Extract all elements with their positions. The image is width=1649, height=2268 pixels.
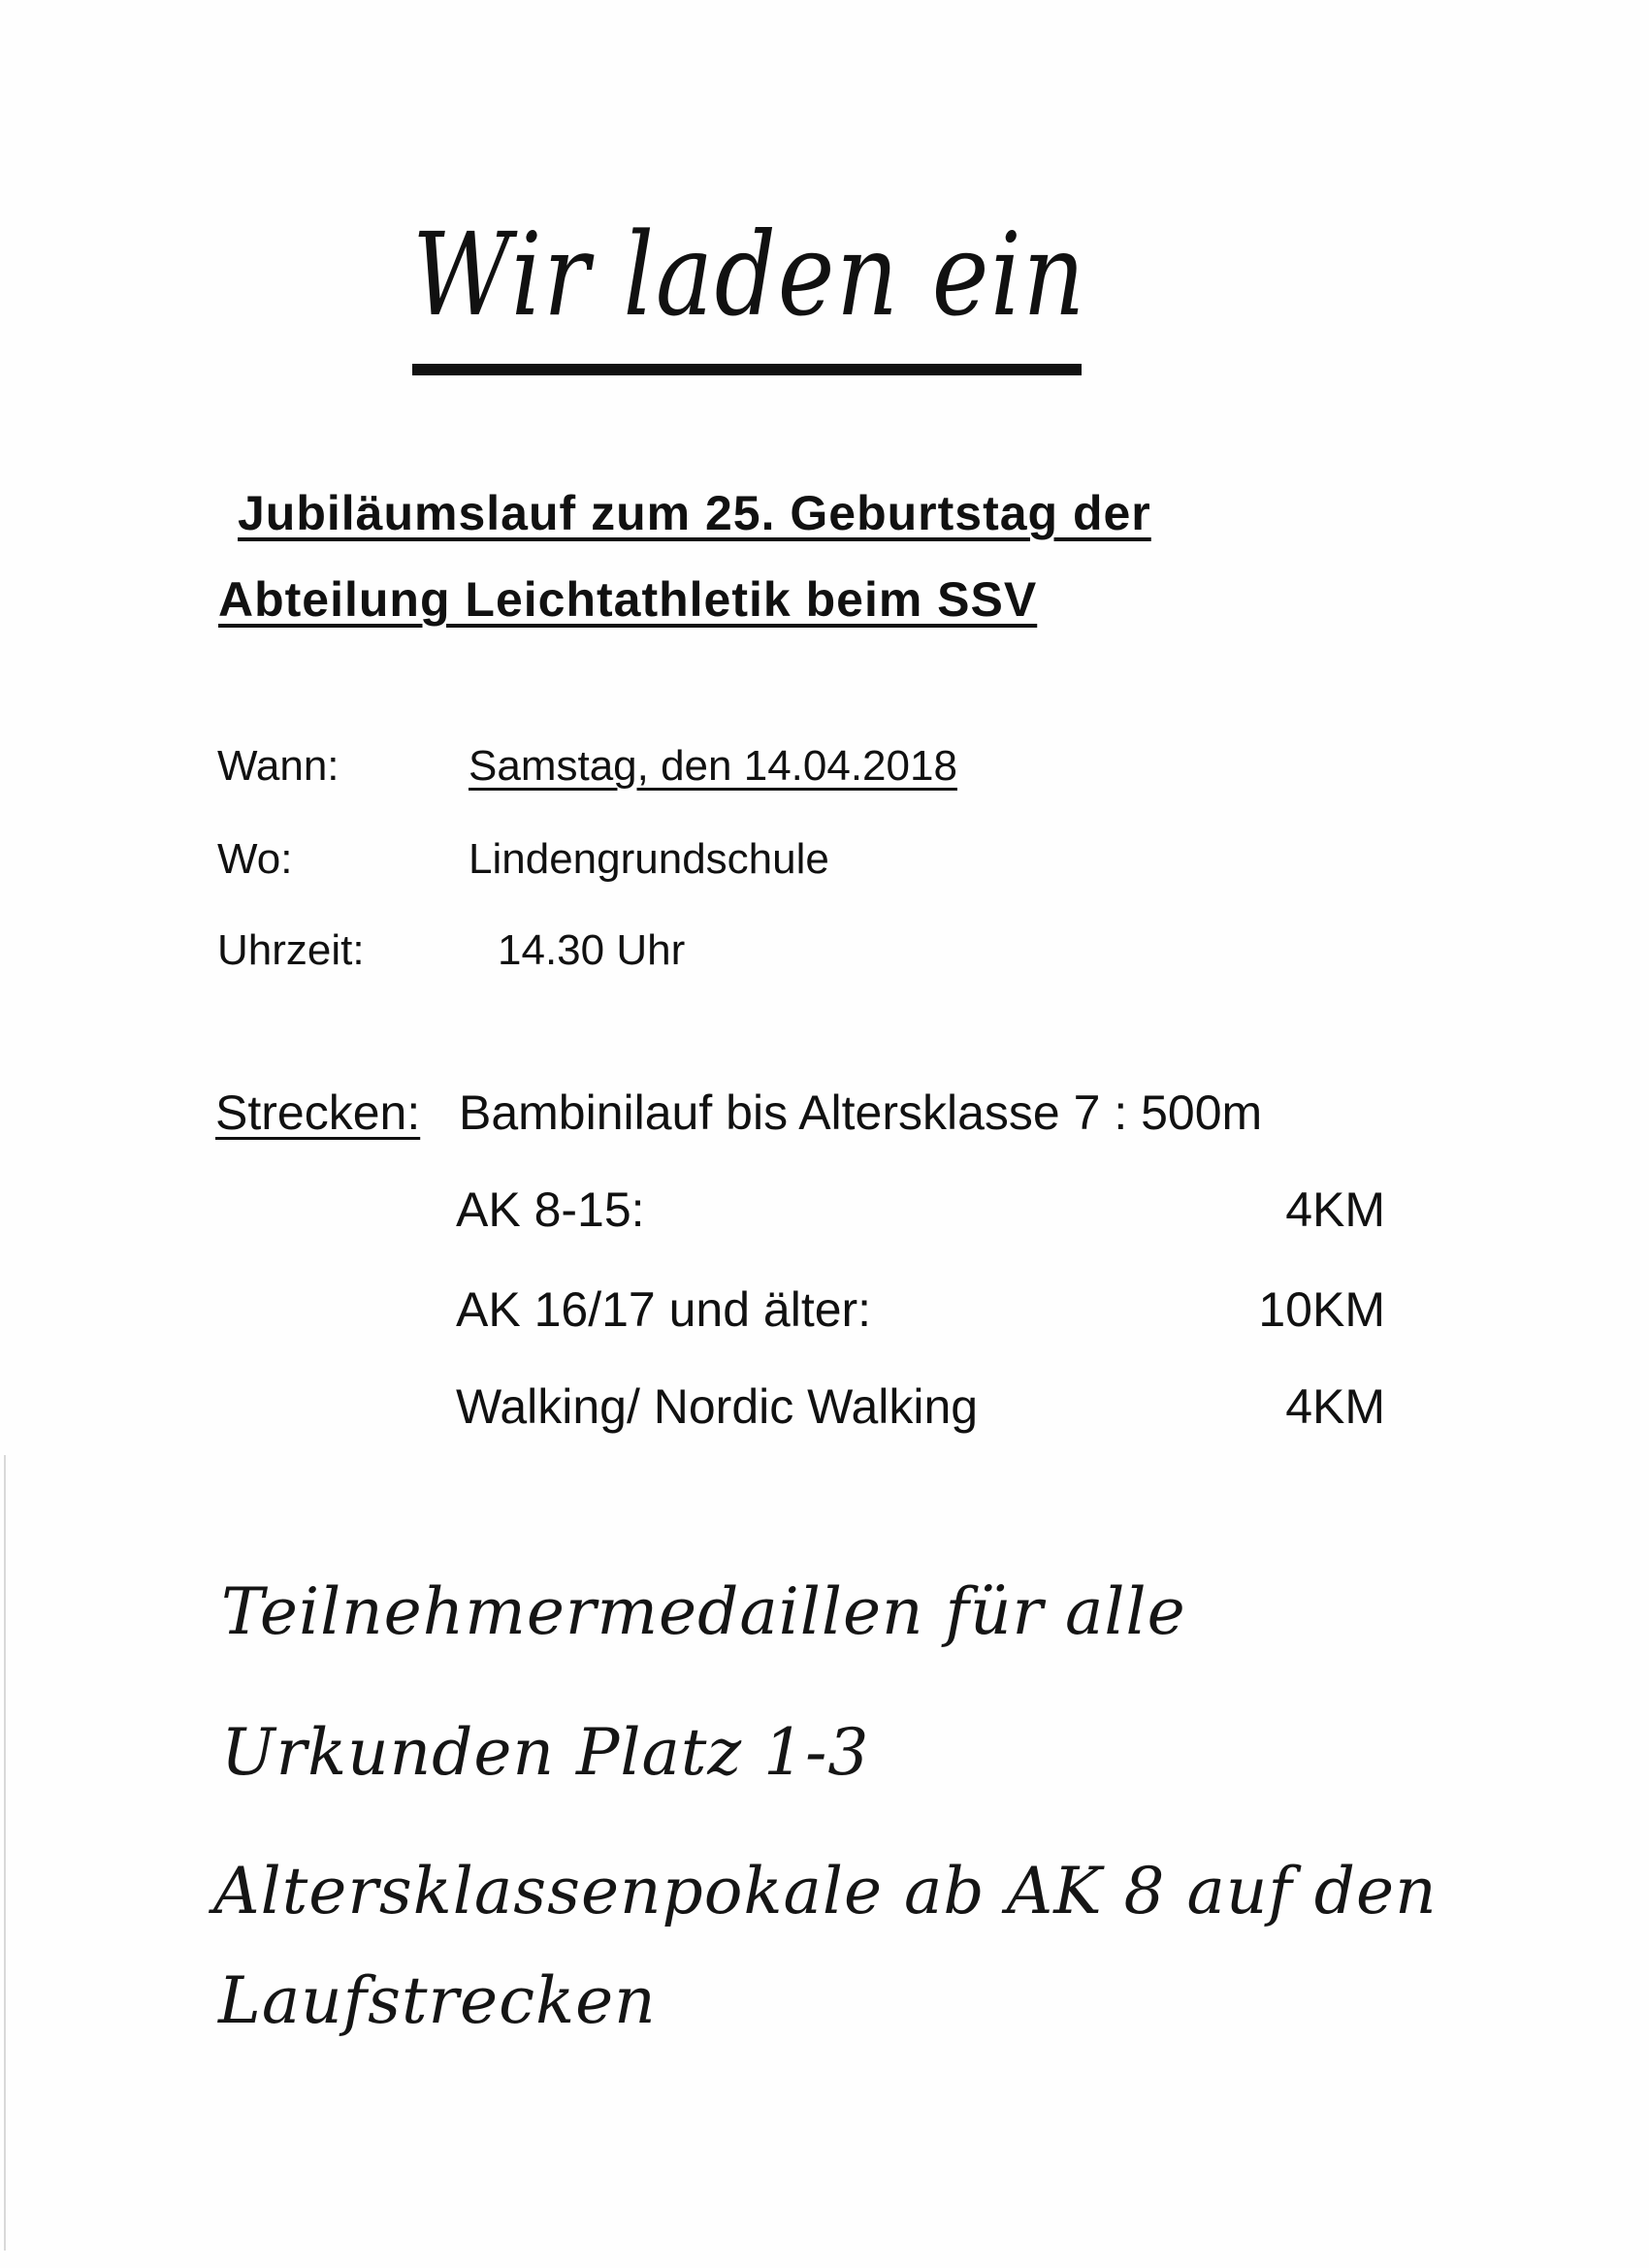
note-medals: Teilnehmermedaillen für alle (221, 1574, 1186, 1649)
wo-value: Lindengrundschule (469, 835, 829, 883)
route-name-ak8-15: AK 8-15: (456, 1183, 645, 1237)
route-distance-ak8-15: 4KM (1285, 1183, 1385, 1237)
scan-edge-line (4, 1455, 6, 2251)
headline: Wir laden ein (412, 208, 1087, 341)
title-line-1: Jubiläumslauf zum 25. Geburtstag der (238, 486, 1151, 540)
uhrzeit-value: 14.30 Uhr (498, 926, 686, 974)
wann-label: Wann: (217, 742, 340, 790)
route-distance-walking: 4KM (1285, 1379, 1385, 1434)
uhrzeit-label: Uhrzeit: (217, 926, 365, 974)
strecken-label: Strecken: (215, 1085, 421, 1140)
note-certificates: Urkunden Platz 1-3 (221, 1715, 870, 1790)
route-distance-ak16-17: 10KM (1258, 1282, 1385, 1337)
note-trophies: Altersklassenpokale ab AK 8 auf den (213, 1854, 1438, 1928)
note-trophies-continued: Laufstrecken (218, 1963, 657, 2038)
route-name-walking: Walking/ Nordic Walking (456, 1379, 979, 1434)
title-line-2: Abteilung Leichtathletik beim SSV (218, 572, 1038, 627)
wann-value: Samstag, den 14.04.2018 (469, 742, 957, 790)
route-name-bambini: Bambinilauf bis Altersklasse 7 : 500m (459, 1085, 1263, 1140)
headline-underline (412, 364, 1082, 375)
wo-label: Wo: (217, 835, 293, 883)
route-name-ak16-17: AK 16/17 und älter: (456, 1282, 872, 1337)
